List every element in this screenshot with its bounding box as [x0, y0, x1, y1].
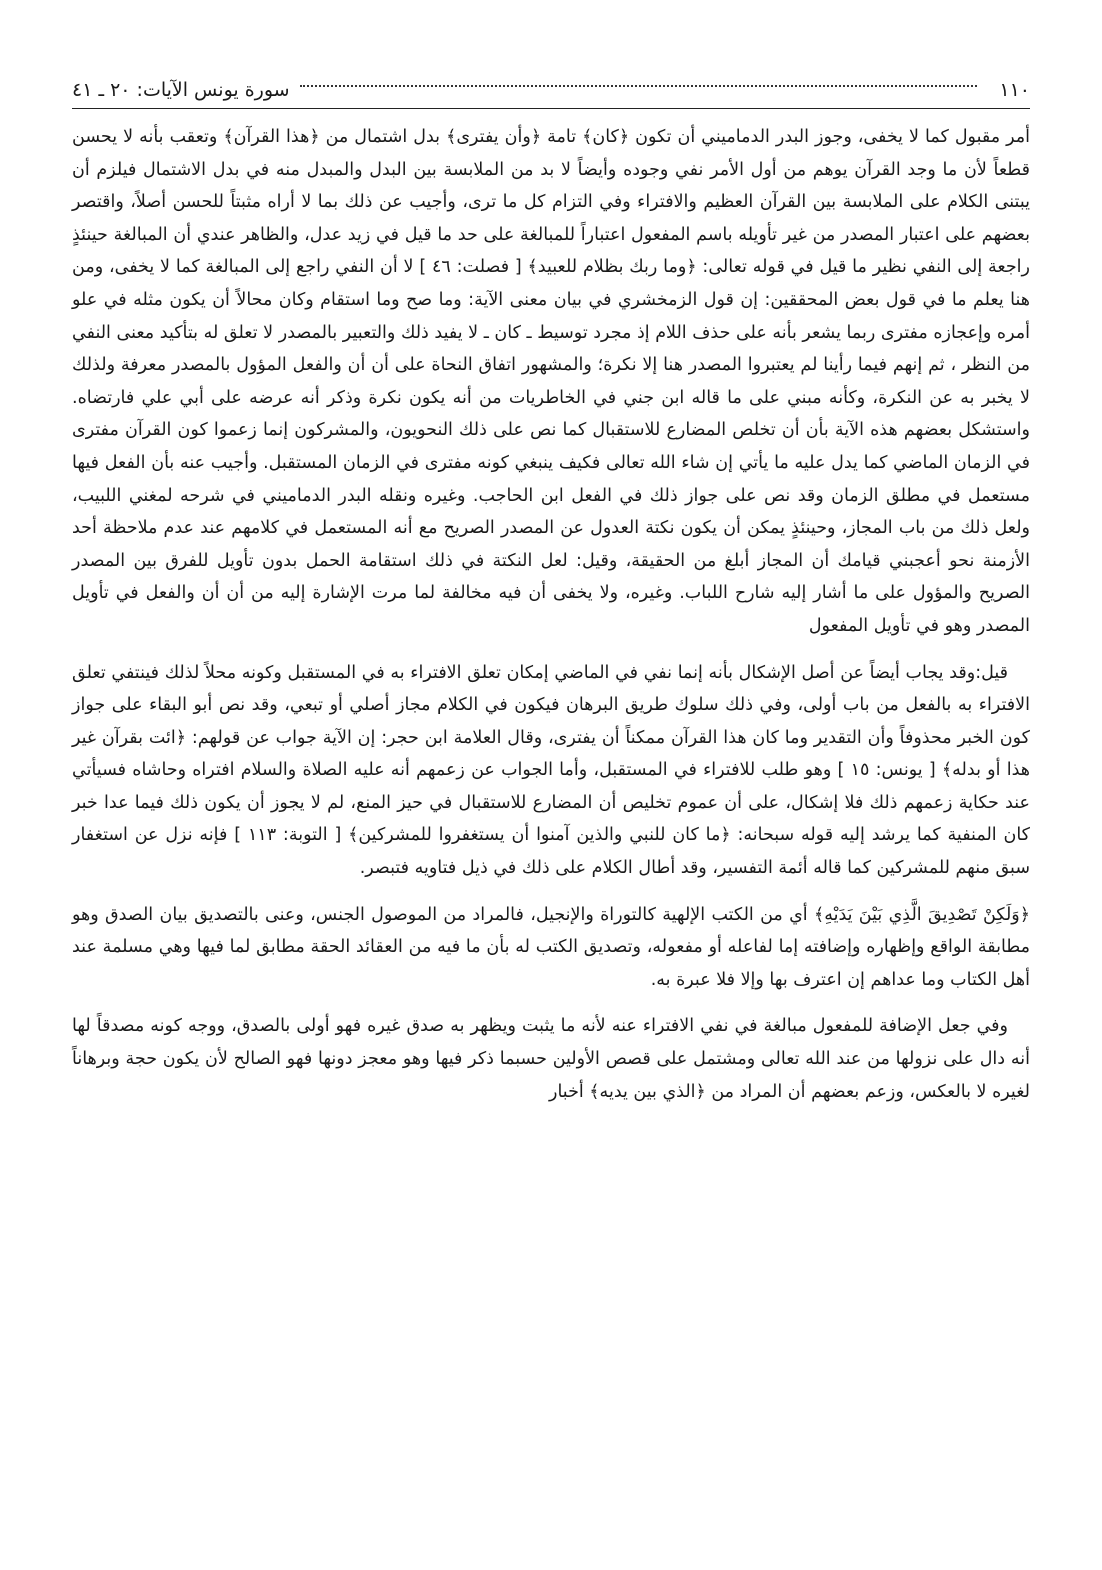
paragraph-2: قيل:وقد يجاب أيضاً عن أصل الإشكال بأنه إنما نفي في الماضي إمكان تعلق الافتراء به في المستقبل وكونه محلاً لذلك فينتفي تعلق الافتراء به بالفعل من باب أولى، وفي ذلك سلوك طريق البرهان فيكون في الكلام مجاز أصلي أو تبعي، وقد نص أبو البقاء على جواز كون الخبر محذوفاً وأن التقدير وما كان هذا القرآن ممكناً أن يفترى، وقال العلامة ابن حجر: إن الآية جواب عن قولهم: ﴿ائت بقرآن غير هذا أو بدله﴾ [ يونس: ١٥ ] وهو طلب للافتراء في المستقبل، وأما الجواب عن زعمهم أنه عليه الصلاة والسلام افتراه وحاشاه فسيأتي عند حكاية زعمهم ذلك فلا إشكال، على أن عموم تخليص أن المضارع للاستقبال في حيز المنع، لم لا يجوز أن يكون ذلك فيما عدا خبر كان المنفية كما يرشد إليه قوله سبحانه: ﴿ما كان للنبي والذين آمنوا أن يستغفروا للمشركين﴾ [ التوبة: ١١٣ ] فإنه نزل عن استغفار سبق منهم للمشركين كما قاله أئمة التفسير، وقد أطال الكلام على ذلك في ذيل فتاويه فتبصر.: [72, 662, 1031, 879]
paragraph-3: ﴿وَلَكِنْ تَصْدِيقَ الَّذِي بَيْنَ يَدَيْهِ﴾ أي من الكتب الإلهية كالتوراة والإنجيل، فالمراد من الموصول الجنس، وعنى بالتصديق بيان الصدق وهو مطابقة الواقع وإظهاره وإضافته إما لفاعله أو مفعوله، وتصديق الكتب له بأن ما فيه من العقائد الحقة مطابق لما فيها وهي مسلمة عند أهل الكتاب وما عداهم إن اعترف بها وإلا فلا عبرة به.: [72, 904, 1030, 990]
page-number: ١١٠: [999, 79, 1030, 101]
header-leader-dots: [300, 85, 978, 87]
paragraph-1: أمر مقبول كما لا يخفى، وجوز البدر الدماميني أن تكون ﴿كان﴾ تامة ﴿وأن يفترى﴾ بدل اشتمال من ﴿هذا القرآن﴾ وتعقب بأنه لا يحسن قطعاً لأن ما وجد القرآن يوهم من أول الأمر نفي وجوده وأيضاً لا بد من الملابسة بين البدل والمبدل منه في بدل الاشتمال فيلزم أن يبتنى الكلام على الملابسة بين القرآن العظيم والافتراء وفي التزام كل ما ترى، وأجيب عن ذلك بما لا أراه مثبتاً للحسن أصلاً، واقتصر بعضهم على اعتبار المصدر من غير تأويله باسم المفعول اعتباراً للمبالغة على حد ما قيل في زيد عدل، والظاهر عندي أن المبالغة حينئذٍ راجعة إلى النفي نظير ما قيل في قوله تعالى: ﴿وما ربك بظلام للعبيد﴾ [ فصلت: ٤٦ ] لا أن النفي راجع إلى المبالغة كما لا يخفى، ومن هنا يعلم ما في قول بعض المحققين: إن قول الزمخشري في بيان معنى الآية: وما صح وما استقام وكان محالاً أن يكون مثله في علو أمره وإعجازه مفترى ربما يشعر بأنه على حذف اللام إذ مجرد توسيط ـ كان ـ لا يفيد ذلك والتعبير بالمصدر لا تعلق له بتأكيد معنى النفي من النظر ، ثم إنهم فيما رأينا لم يعتبروا المصدر هنا إلا نكرة؛ والمشهور اتفاق النحاة على أن أن والفعل المؤول بالمصدر معرفة ولذلك لا يخبر به عن النكرة، وكأنه مبني على ما قاله ابن جني في الخاطريات من أنه يكون نكرة وذكر أنه عرضه على أبي علي فارتضاه. واستشكل بعضهم هذه الآية بأن أن تخلص المضارع للاستقبال كما نص على ذلك النحويون، والمشركون إنما زعموا كون القرآن مفترى في الزمان الماضي كما يدل عليه ما يأتي إن شاء الله تعالى فكيف ينبغي كونه مفترى في الزمان المستقبل. وأجيب عنه بأن الفعل فيها مستعمل في مطلق الزمان وقد نص على جواز ذلك في الفعل ابن الحاجب. وغيره ونقله البدر الدماميني في شرحه لمغني اللبيب، ولعل ذلك من باب المجاز، وحينئذٍ يمكن أن يكون نكتة العدول عن المصدر الصريح مع أنه المستعمل في كلامهم عند عدم ملاحظة أحد الأزمنة نحو أعجبني قيامك أن المجاز أبلغ من الحقيقة، وقيل: لعل النكتة في ذلك استقامة الحمل بدون تأويل للفرق بين المصدر الصريح والمؤول على ما أشار إليه شارح اللباب. وغيره، ولا يخفى أن فيه مخالفة لما مرت الإشارة إليه من أن أن والفعل في تأويل المصدر وهو في تأويل المفعول: [72, 127, 1030, 636]
paragraph-4: وفي جعل الإضافة للمفعول مبالغة في نفي الافتراء عنه لأنه ما يثبت ويظهر به صدق غيره فهو أولى بالصدق، ووجه كونه مصدقاً لها أنه دال على نزولها من عند الله تعالى ومشتمل على قصص الأولين حسبما ذكر فيها وهو معجز دونها فهو الصالح لأن يكون حجة وبرهاناً لغيره لا بالعكس، وزعم بعضهم أن المراد من ﴿الذي بين يديه﴾ أخبار: [72, 1016, 1030, 1102]
page-header: [72, 72, 1030, 109]
running-title: سورة يونس الآيات: ٢٠ ـ ٤١: [72, 79, 290, 101]
book-page: [72, 72, 1030, 1550]
